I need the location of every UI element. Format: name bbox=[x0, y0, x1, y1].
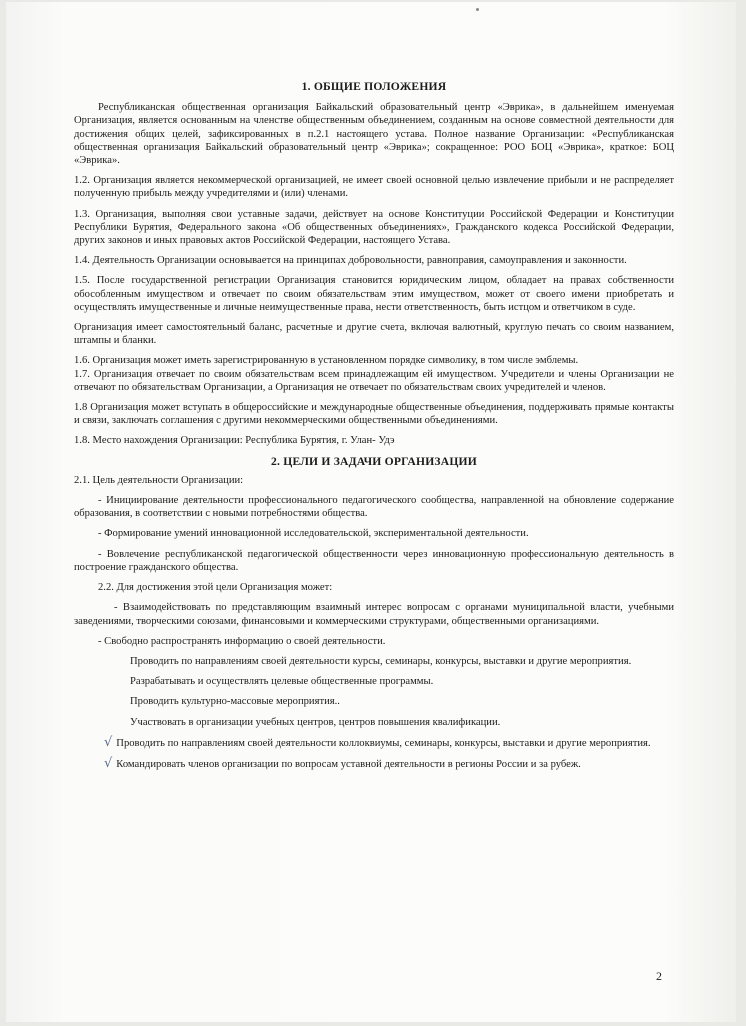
document-body bbox=[74, 80, 674, 778]
means-item-5: Проводить культурно-массовые мероприятия.. bbox=[130, 696, 340, 708]
handwritten-check-icon-2: √ bbox=[104, 755, 113, 771]
means-item-1: - Взаимодействовать по представляющим взаимный интерес вопросам с органами муниципальной власти, учебными заведениями, творческими союзами, финансовыми и коммерческими структурами, общественными организациями. bbox=[74, 602, 674, 627]
page-number: 2 bbox=[656, 969, 662, 983]
paragraph-1-3: 1.3. Организация, выполняя свои уставные задачи, действует на основе Конституции Российской Федерации и Конституции Республики Бурятия, Федерального закона «Об общественных объединениях», Гражданского кодекса Российской Федерации, других законов и иных правовых актов Российской Федерации, настоящего Устава. bbox=[74, 208, 674, 247]
paragraph-1-7: 1.7. Организация отвечает по своим обязательствам всем принадлежащим ей имуществом. Учредители и члены Организации не отвечают по обязательствам Организации, а Организация не отвечает по обязательствам своих учредителей и членов. bbox=[74, 368, 674, 393]
means-item-3: Проводить по направлениям своей деятельности курсы, семинары, конкурсы, выставки и другие мероприятия. bbox=[130, 655, 632, 667]
paragraph-1-5: 1.5. После государственной регистрации Организация становится юридическим лицом, обладает на правах собственности обособленным имуществом и отвечает по своим обязательствам этим имуществом, может от своего имени приобретать и осуществлять имущественные и личные неимущественные права, нести ответственность, быть истцом и ответчиком в суде. bbox=[74, 275, 674, 313]
means-item-7-text: Проводить по направлениям своей деятельности коллоквиумы, семинары, конкурсы, выставки и другие мероприятия. bbox=[116, 737, 651, 749]
paragraph-1-8-location: 1.8. Место нахождения Организации: Республика Бурятия, г. Улан- Удэ bbox=[74, 435, 395, 447]
paragraph-1-1: Республиканская общественная организация Байкальский образовательный центр «Эврика», в дальнейшем именуемая Организация, является основанным на членстве общественным объединением, созданным на основе совместной деятельности для достижения общих целей, зафиксированных в п.2.1 настоящего устава. Полное название Организации: «Республиканская общественная организация Байкальский образовательный центр «Эврика»; сокращенное: РОО БОЦ «Эврика», краткое: БОЦ «Эврика». bbox=[74, 102, 674, 167]
means-item-8-text: Командировать членов организации по вопросам уставной деятельности в регионы России и за рубеж. bbox=[116, 758, 581, 770]
handwritten-check-icon: √ bbox=[104, 734, 113, 750]
means-intro: 2.2. Для достижения этой цели Организация может: bbox=[98, 582, 333, 594]
document-page bbox=[6, 2, 736, 1022]
means-item-6: Участвовать в организации учебных центров, центров повышения квалификации. bbox=[130, 716, 501, 728]
goal-item-1: - Инициирование деятельности профессионального педагогического сообщества, направленной на обновление содержание образования, в соответствии с новыми потребностями общества. bbox=[74, 495, 674, 520]
scan-speck bbox=[476, 8, 479, 11]
section-2-heading: 2. ЦЕЛИ И ЗАДАЧИ ОРГАНИЗАЦИИ bbox=[271, 454, 477, 468]
paragraph-1-8-associations: 1.8 Организация может вступать в общероссийские и международные общественные объединения, поддерживать прямые контакты и связи, заключать соглашения с другими некоммерческими общественными объединениями. bbox=[74, 402, 674, 427]
goal-item-3: - Вовлечение республиканской педагогической общественности через инновационную профессиональную деятельность в построение гражданского общества. bbox=[74, 548, 674, 573]
paragraph-1-4: 1.4. Деятельность Организации основывается на принципах добровольности, равноправия, самоуправления и законности. bbox=[74, 255, 627, 267]
means-item-7 bbox=[74, 736, 674, 750]
means-item-8 bbox=[74, 757, 674, 771]
goal-item-2: - Формирование умений инновационной исследовательской, экспериментальной деятельности. bbox=[98, 528, 529, 540]
section-1-heading: 1. ОБЩИЕ ПОЛОЖЕНИЯ bbox=[301, 80, 447, 93]
paragraph-1-2: 1.2. Организация является некоммерческой организацией, не имеет своей основной целью извлечение прибыли и не распределяет полученную прибыль между учредителями и (или) членами. bbox=[74, 175, 674, 200]
goal-intro: 2.1. Цель деятельности Организации: bbox=[74, 474, 244, 486]
paragraph-1-6: 1.6. Организация может иметь зарегистрированную в установленном порядке символику, в том числе эмблемы. bbox=[74, 355, 579, 367]
means-item-2: - Свободно распространять информацию о своей деятельности. bbox=[98, 635, 386, 647]
paragraph-balance: Организация имеет самостоятельный баланс, расчетные и другие счета, включая валютный, круглую печать со своим названием, штампы и бланки. bbox=[74, 322, 674, 347]
means-item-4: Разрабатывать и осуществлять целевые общественные программы. bbox=[130, 676, 434, 688]
